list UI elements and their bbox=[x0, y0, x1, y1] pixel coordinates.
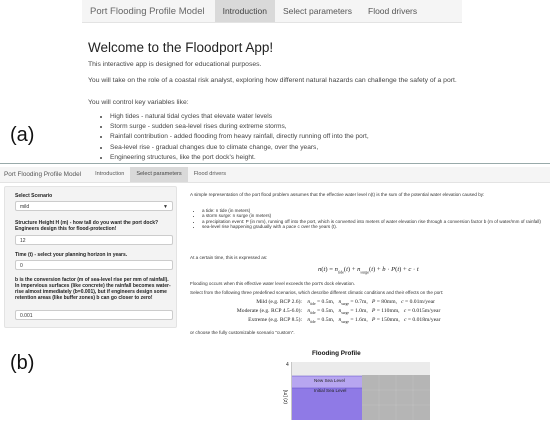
intro-paragraph-3: You will control key variables like: bbox=[88, 99, 189, 106]
list-item: • sea-level rise happening gradually with a pace c over the years (t). bbox=[202, 224, 550, 229]
water-level-equation: $n(t) = n_{tide}(t) + n_{surge}(t) + b \cdot P(t) + c \cdot t$ bbox=[318, 266, 419, 275]
time-input[interactable]: 0 bbox=[15, 260, 173, 270]
app-brand[interactable]: Port Flooding Profile Model bbox=[4, 171, 82, 178]
custom-scenario-text: or choose the fully customizable scenario "custom". bbox=[190, 330, 295, 335]
tab-select-parameters[interactable]: Select parameters bbox=[283, 6, 352, 16]
panel-b-navbar bbox=[0, 167, 550, 183]
intro-paragraph-2: You will take on the role of a coastal risk analyst, exploring how different natural hazards can challenge the safety of a port. bbox=[88, 77, 457, 84]
scenario-select-value: mild bbox=[20, 204, 30, 210]
tab-flood-drivers[interactable]: Flood drivers bbox=[193, 171, 227, 177]
scenario-label: Select Scenario bbox=[15, 193, 53, 199]
tab-introduction[interactable]: Introduction bbox=[95, 171, 125, 177]
scenario-mild-row: Mild (e.g. RCP 2.6): $n_{tide} = 0.5m$, $n_{surge} = 0.7m$, P = 80mm, c = 0.01m/year bbox=[256, 299, 435, 307]
tab-select-parameters[interactable]: Select parameters bbox=[130, 167, 187, 182]
list-item: • Storm surge - sudden sea-level rises during extreme storms, bbox=[110, 122, 369, 132]
initial-sea-level-label: Initial Sea Level bbox=[314, 388, 347, 393]
chevron-down-icon: ▼ bbox=[163, 204, 168, 210]
drivers-list bbox=[196, 208, 550, 230]
page-title: Welcome to the Floodport App! bbox=[88, 40, 274, 55]
scenario-select[interactable] bbox=[15, 201, 173, 211]
panel-a-navbar bbox=[82, 0, 462, 23]
list-item: • a storm surge: n surge (in meters) bbox=[202, 213, 550, 218]
b-factor-input[interactable]: 0.001 bbox=[15, 310, 173, 320]
chart-ylabel: (z) [m] bbox=[283, 389, 289, 404]
scenario-select-text: Select from the following three predefined scenarios, which describe different climatic conditions and their effects on the port: bbox=[190, 290, 444, 295]
tab-introduction[interactable]: Introduction bbox=[215, 0, 275, 22]
scenario-extreme-row: Extreme (e.g. RCP 8.5): $n_{tide} = 0.5m$, $n_{surge} = 1.6m$, P = 150mm, c = 0.018m/year bbox=[248, 317, 441, 325]
flood-condition-text: Flooding occurs when this effective water level exceeds the port's dock elevation. bbox=[190, 281, 355, 286]
chart-title: Flooding Profile bbox=[312, 350, 361, 357]
panel-label-b: (b) bbox=[10, 352, 35, 374]
y-tick-label: 4 bbox=[286, 362, 289, 368]
height-input[interactable]: 12 bbox=[15, 235, 173, 245]
list-item: • Sea-level rise - gradual changes due to climate change, over the years, bbox=[110, 143, 369, 153]
list-item: • Rainfall contribution - added flooding from heavy rainfall, directly running off into the port, bbox=[110, 132, 369, 142]
list-item: • High tides - natural tidal cycles that elevate water levels bbox=[110, 112, 369, 122]
list-item: • a tide: n tide (in meters) bbox=[202, 208, 550, 213]
height-label: Structure Height H (m) - how tall do you want the port dock? Engineers design this for flood-protection! bbox=[15, 220, 159, 232]
variables-list bbox=[100, 112, 369, 163]
model-intro-text: A simple representation of the port flood problem assumes that the effective water level n(t) is the sum of the potential water elevation caused by: bbox=[190, 192, 485, 197]
b-factor-label: b is the conversion factor (m of sea-level rise per mm of rainfall). In impervious surfaces (like concrete) the rainfall becomes water-rise almost immediately (b=0.001), but if engineers design some retention areas (like buffer zones) b can go closer to zero! bbox=[15, 277, 171, 301]
panel-label-a: (a) bbox=[10, 124, 35, 146]
list-item: • a precipitation event: P (in mm), running off into the port, which is converted into meters of water elevation rise through a conversion factor b (m of water/mm of rainfall) bbox=[202, 219, 550, 224]
list-item: • Engineering structures, like the port dock's height. bbox=[110, 153, 369, 163]
time-label: Time (t) - select your planning horizon in years. bbox=[15, 252, 128, 258]
app-brand[interactable]: Port Flooding Profile Model bbox=[90, 5, 205, 17]
flooding-profile-chart bbox=[270, 358, 430, 420]
scenario-moderate-row: Moderate (e.g. RCP 4.5-6.0): $n_{tide} = 0.5m$, $n_{surge} = 1.0m$, P = 110mm, c = 0.015m/year bbox=[236, 308, 441, 316]
new-sea-level-label: New Sea Level bbox=[314, 378, 345, 383]
panel-divider bbox=[0, 163, 550, 164]
equation-intro: At a certain time, this is expressed as: bbox=[190, 255, 268, 260]
tab-flood-drivers[interactable]: Flood drivers bbox=[368, 6, 418, 16]
parameters-sidebar bbox=[4, 186, 177, 328]
intro-paragraph-1: This interactive app is designed for educational purposes. bbox=[88, 61, 262, 68]
